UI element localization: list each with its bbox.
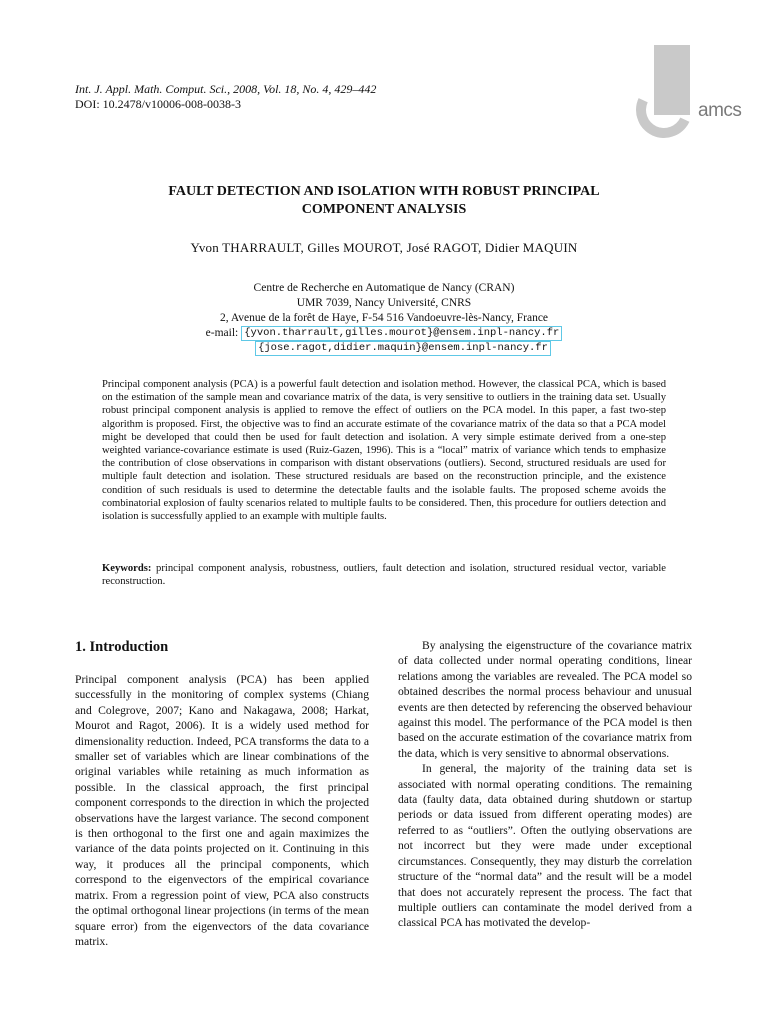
- email-line-1: [75, 326, 693, 341]
- keywords-label: Keywords:: [102, 563, 152, 574]
- keywords: [102, 562, 666, 588]
- authors: Yvon THARRAULT, Gilles MOUROT, José RAGOT, Didier MAQUIN: [190, 240, 578, 255]
- email-link-2[interactable]: {jose.ragot,didier.maquin}@ensem.inpl-nancy.fr: [255, 341, 551, 356]
- paper-title: [75, 183, 693, 219]
- keywords-text: principal component analysis, robustness, outliers, fault detection and isolation, structured residual vector, variable reconstruction.: [102, 563, 666, 588]
- affiliation-line1: Centre de Recherche en Automatique de Nancy (CRAN): [253, 282, 515, 294]
- email-line-2: [113, 341, 693, 356]
- affiliation-line2: UMR 7039, Nancy Université, CNRS: [296, 297, 472, 309]
- affiliation-line3: 2, Avenue de la forêt de Haye, F-54 516 Vandoeuvre-lès-Nancy, France: [219, 312, 549, 324]
- paper-title-line1: FAULT DETECTION AND ISOLATION WITH ROBUST PRINCIPAL: [168, 184, 600, 199]
- doi: DOI: 10.2478/v10006-008-0038-3: [75, 97, 241, 111]
- affiliation: [75, 281, 693, 356]
- intro-paragraph-3: In general, the majority of the training data set is associated with normal operating conditions. The remaining data (faulty data, data obtained during shutdown or startup periods or data issued from different operating modes) are referred to as “outliers”. Often the outlying observations are not incorrect but they were made under exceptional circumstances. Consequently, they may disturb the correlation structure of the “normal data” and the result will be a model that does not accurately represent the process. The fact that multiple outliers can contaminate the model derived from a classical PCA has motivated the develop-: [398, 762, 692, 930]
- paper-title-line2: COMPONENT ANALYSIS: [301, 202, 467, 217]
- email-label: e-mail:: [205, 327, 239, 339]
- right-column: [398, 638, 692, 931]
- amcs-logo-text: amcs: [698, 100, 742, 121]
- intro-paragraph-1: Principal component analysis (PCA) has been applied successfully in the monitoring of complex systems (Chiang and Colegrove, 2007; Kano and Nakagawa, 2008; Harkat, Mourot and Ragot, 2006). It is a widely used method for dimensionality reduction. Indeed, PCA transforms the data to a smaller set of variables which are linear combinations of the original variables while retaining as much information as possible. In the classical approach, the first principal component corresponds to the direction in which the projected observations have the largest variance. The second component is then orthogonal to the first one and again maximizes the variance of the data points projected on it. Continuing in this way, it produces all the principal components, which correspond to the eigenvectors of the empirical covariance matrix. From a regression point of view, PCA also constructs the optimal orthogonal linear projections (in terms of the mean square error) from the eigenvectors of the data covariance matrix.: [75, 673, 369, 948]
- intro-paragraph-2: By analysing the eigenstructure of the covariance matrix of data collected under normal operating conditions, linear relations among the variables are revealed. The PCA model so obtained describes the normal process behaviour and unusual events are then detected by referencing the observed behaviour against this model. The performance of the PCA model is then based on the accurate estimation of the covariance matrix from the data, which is very sensitive to abnormal observations.: [398, 639, 692, 760]
- abstract: Principal component analysis (PCA) is a powerful fault detection and isolation method. However, the classical PCA, which is based on the estimation of the sample mean and covariance matrix of the data, is very sensitive to outliers in the training data set. Usually robust principal component analysis is applied to remove the effect of outliers on the PCA model. In this paper, a fast two-step algorithm is proposed. First, the objective was to find an accurate estimate of the covariance matrix of the data so that a PCA model might be developed that could then be used for fault detection and isolation. A very simple estimate derived from a one-step weighted variance-covariance estimate is used (Ruiz-Gazen, 1996). This is a “local” matrix of variance which tends to emphasize the contribution of close observations in comparison with distant observations (outliers). Second, structured residuals are used for multiple fault detection and isolation. These structured residuals are based on the reconstruction principle, and the existence condition of such residuals is used to determine the detectable faults and the isolable faults. The proposed scheme avoids the combinatorial explosion of faulty scenarios related to multiple faults to be considered. Then, this procedure for outliers detection and isolation is successfully applied to an example with multiple faults.: [102, 379, 666, 523]
- left-column: [75, 638, 369, 949]
- section-title-introduction: 1. Introduction: [75, 639, 169, 655]
- email-link-1[interactable]: {yvon.tharrault,gilles.mourot}@ensem.inpl-nancy.fr: [241, 326, 562, 341]
- journal-citation: Int. J. Appl. Math. Comput. Sci., 2008, Vol. 18, No. 4, 429–442: [75, 82, 377, 96]
- journal-header: [75, 82, 555, 112]
